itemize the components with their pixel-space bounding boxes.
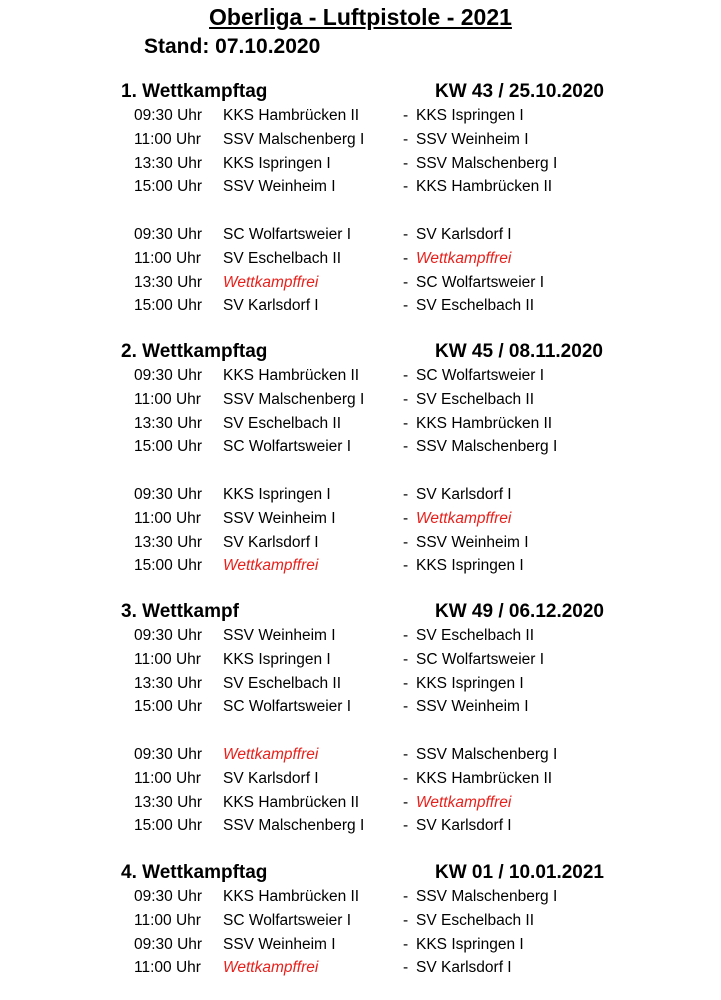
page-title: Oberliga - Luftpistole - 2021 <box>209 4 512 30</box>
match-time: 13:30 Uhr <box>134 674 203 692</box>
home-team: KKS Ispringen I <box>223 154 331 172</box>
match-time: 13:30 Uhr <box>134 273 203 291</box>
home-team: KKS Hambrücken II <box>223 367 360 384</box>
away-team: KKS Ispringen I <box>416 557 524 575</box>
versus-separator: - <box>403 769 409 787</box>
home-team: KKS Hambrücken II <box>223 107 360 124</box>
match-time: 09:30 Uhr <box>134 225 203 243</box>
versus-separator: - <box>403 107 409 124</box>
home-team: Wettkampffrei <box>223 557 319 575</box>
versus-separator: - <box>403 817 409 835</box>
home-team: SC Wolfartsweier I <box>223 911 352 929</box>
away-team: SC Wolfartsweier I <box>416 367 545 384</box>
versus-separator: - <box>403 249 409 267</box>
match-time: 15:00 Uhr <box>134 817 203 835</box>
home-team: Wettkampffrei <box>223 959 319 977</box>
match-time: 11:00 Uhr <box>134 249 201 267</box>
home-team: KKS Ispringen I <box>223 485 331 503</box>
away-team: KKS Hambrücken II <box>416 414 553 432</box>
section-week-date: KW 43 / 25.10.2020 <box>435 81 604 102</box>
match-time: 11:00 Uhr <box>134 650 201 668</box>
home-team: SV Karlsdorf I <box>223 297 319 315</box>
match-time: 15:00 Uhr <box>134 438 203 456</box>
match-time: 09:30 Uhr <box>134 745 203 763</box>
away-team: SSV Weinheim I <box>416 130 529 148</box>
away-team: SSV Malschenberg I <box>416 154 558 172</box>
versus-separator: - <box>403 557 409 575</box>
match-time: 09:30 Uhr <box>134 627 203 644</box>
match-time: 11:00 Uhr <box>134 130 201 148</box>
away-team: SC Wolfartsweier I <box>416 650 545 668</box>
away-team: SV Karlsdorf I <box>416 817 512 835</box>
versus-separator: - <box>403 178 409 196</box>
home-team: SV Eschelbach II <box>223 249 342 267</box>
away-team: KKS Ispringen I <box>416 107 524 124</box>
versus-separator: - <box>403 959 409 977</box>
home-team: SV Karlsdorf I <box>223 769 319 787</box>
match-time: 11:00 Uhr <box>134 959 201 977</box>
away-team: SV Karlsdorf I <box>416 225 512 243</box>
home-team: SC Wolfartsweier I <box>223 698 352 716</box>
versus-separator: - <box>403 485 409 503</box>
match-time: 13:30 Uhr <box>134 414 203 432</box>
match-time: 09:30 Uhr <box>134 367 203 384</box>
versus-separator: - <box>403 533 409 551</box>
match-time: 15:00 Uhr <box>134 297 203 315</box>
away-team: SSV Malschenberg I <box>416 745 558 763</box>
home-team: SSV Weinheim I <box>223 178 336 196</box>
home-team: Wettkampffrei <box>223 273 319 291</box>
match-time: 11:00 Uhr <box>134 911 201 929</box>
versus-separator: - <box>403 911 409 929</box>
versus-separator: - <box>403 674 409 692</box>
match-time: 09:30 Uhr <box>134 107 203 124</box>
home-team: Wettkampffrei <box>223 745 319 763</box>
section-week-date: KW 45 / 08.11.2020 <box>435 341 603 362</box>
away-team: SV Eschelbach II <box>416 911 535 929</box>
versus-separator: - <box>403 888 409 905</box>
match-time: 09:30 Uhr <box>134 888 203 905</box>
away-team: KKS Hambrücken II <box>416 178 553 196</box>
match-time: 11:00 Uhr <box>134 769 201 787</box>
section-week-date: KW 01 / 10.01.2021 <box>435 862 604 883</box>
home-team: KKS Ispringen I <box>223 650 331 668</box>
section-title: 2. Wettkampftag <box>121 341 268 362</box>
versus-separator: - <box>403 367 409 384</box>
match-time: 15:00 Uhr <box>134 178 203 196</box>
away-team: Wettkampffrei <box>416 509 512 527</box>
versus-separator: - <box>403 414 409 432</box>
away-team: SSV Malschenberg I <box>416 888 558 905</box>
away-team: Wettkampffrei <box>416 249 512 267</box>
match-time: 13:30 Uhr <box>134 793 203 811</box>
match-time: 09:30 Uhr <box>134 935 203 953</box>
versus-separator: - <box>403 698 409 716</box>
match-time: 11:00 Uhr <box>134 509 201 527</box>
home-team: SV Eschelbach II <box>223 414 342 432</box>
away-team: Wettkampffrei <box>416 793 512 811</box>
away-team: SV Karlsdorf I <box>416 485 512 503</box>
versus-separator: - <box>403 438 409 456</box>
away-team: SV Eschelbach II <box>416 390 535 408</box>
home-team: KKS Hambrücken II <box>223 888 360 905</box>
versus-separator: - <box>403 273 409 291</box>
away-team: KKS Ispringen I <box>416 674 524 692</box>
match-time: 13:30 Uhr <box>134 533 203 551</box>
away-team: SV Eschelbach II <box>416 297 535 315</box>
versus-separator: - <box>403 793 409 811</box>
section-week-date: KW 49 / 06.12.2020 <box>435 601 604 622</box>
home-team: SC Wolfartsweier I <box>223 225 352 243</box>
versus-separator: - <box>403 154 409 172</box>
match-time: 15:00 Uhr <box>134 557 203 575</box>
match-time: 09:30 Uhr <box>134 485 203 503</box>
versus-separator: - <box>403 935 409 953</box>
home-team: SSV Malschenberg I <box>223 390 365 408</box>
versus-separator: - <box>403 225 409 243</box>
match-time: 15:00 Uhr <box>134 698 203 716</box>
home-team: SSV Weinheim I <box>223 627 336 644</box>
match-time: 11:00 Uhr <box>134 390 201 408</box>
home-team: SSV Weinheim I <box>223 509 336 527</box>
section-title: 1. Wettkampftag <box>121 81 268 102</box>
home-team: SSV Malschenberg I <box>223 817 365 835</box>
home-team: KKS Hambrücken II <box>223 793 360 811</box>
versus-separator: - <box>403 627 409 644</box>
home-team: SV Eschelbach II <box>223 674 342 692</box>
home-team: SSV Weinheim I <box>223 935 336 953</box>
home-team: SV Karlsdorf I <box>223 533 319 551</box>
versus-separator: - <box>403 297 409 315</box>
away-team: KKS Ispringen I <box>416 935 524 953</box>
away-team: KKS Hambrücken II <box>416 769 553 787</box>
away-team: SSV Weinheim I <box>416 698 529 716</box>
versus-separator: - <box>403 650 409 668</box>
home-team: SC Wolfartsweier I <box>223 438 352 456</box>
section-title: 4. Wettkampftag <box>121 862 268 883</box>
versus-separator: - <box>403 390 409 408</box>
match-time: 13:30 Uhr <box>134 154 203 172</box>
away-team: SSV Malschenberg I <box>416 438 558 456</box>
away-team: SC Wolfartsweier I <box>416 273 545 291</box>
away-team: SV Karlsdorf I <box>416 959 512 977</box>
versus-separator: - <box>403 130 409 148</box>
stand-date: Stand: 07.10.2020 <box>144 35 321 58</box>
versus-separator: - <box>403 509 409 527</box>
section-title: 3. Wettkampf <box>121 601 239 622</box>
versus-separator: - <box>403 745 409 763</box>
home-team: SSV Malschenberg I <box>223 130 365 148</box>
away-team: SV Eschelbach II <box>416 627 535 644</box>
away-team: SSV Weinheim I <box>416 533 529 551</box>
